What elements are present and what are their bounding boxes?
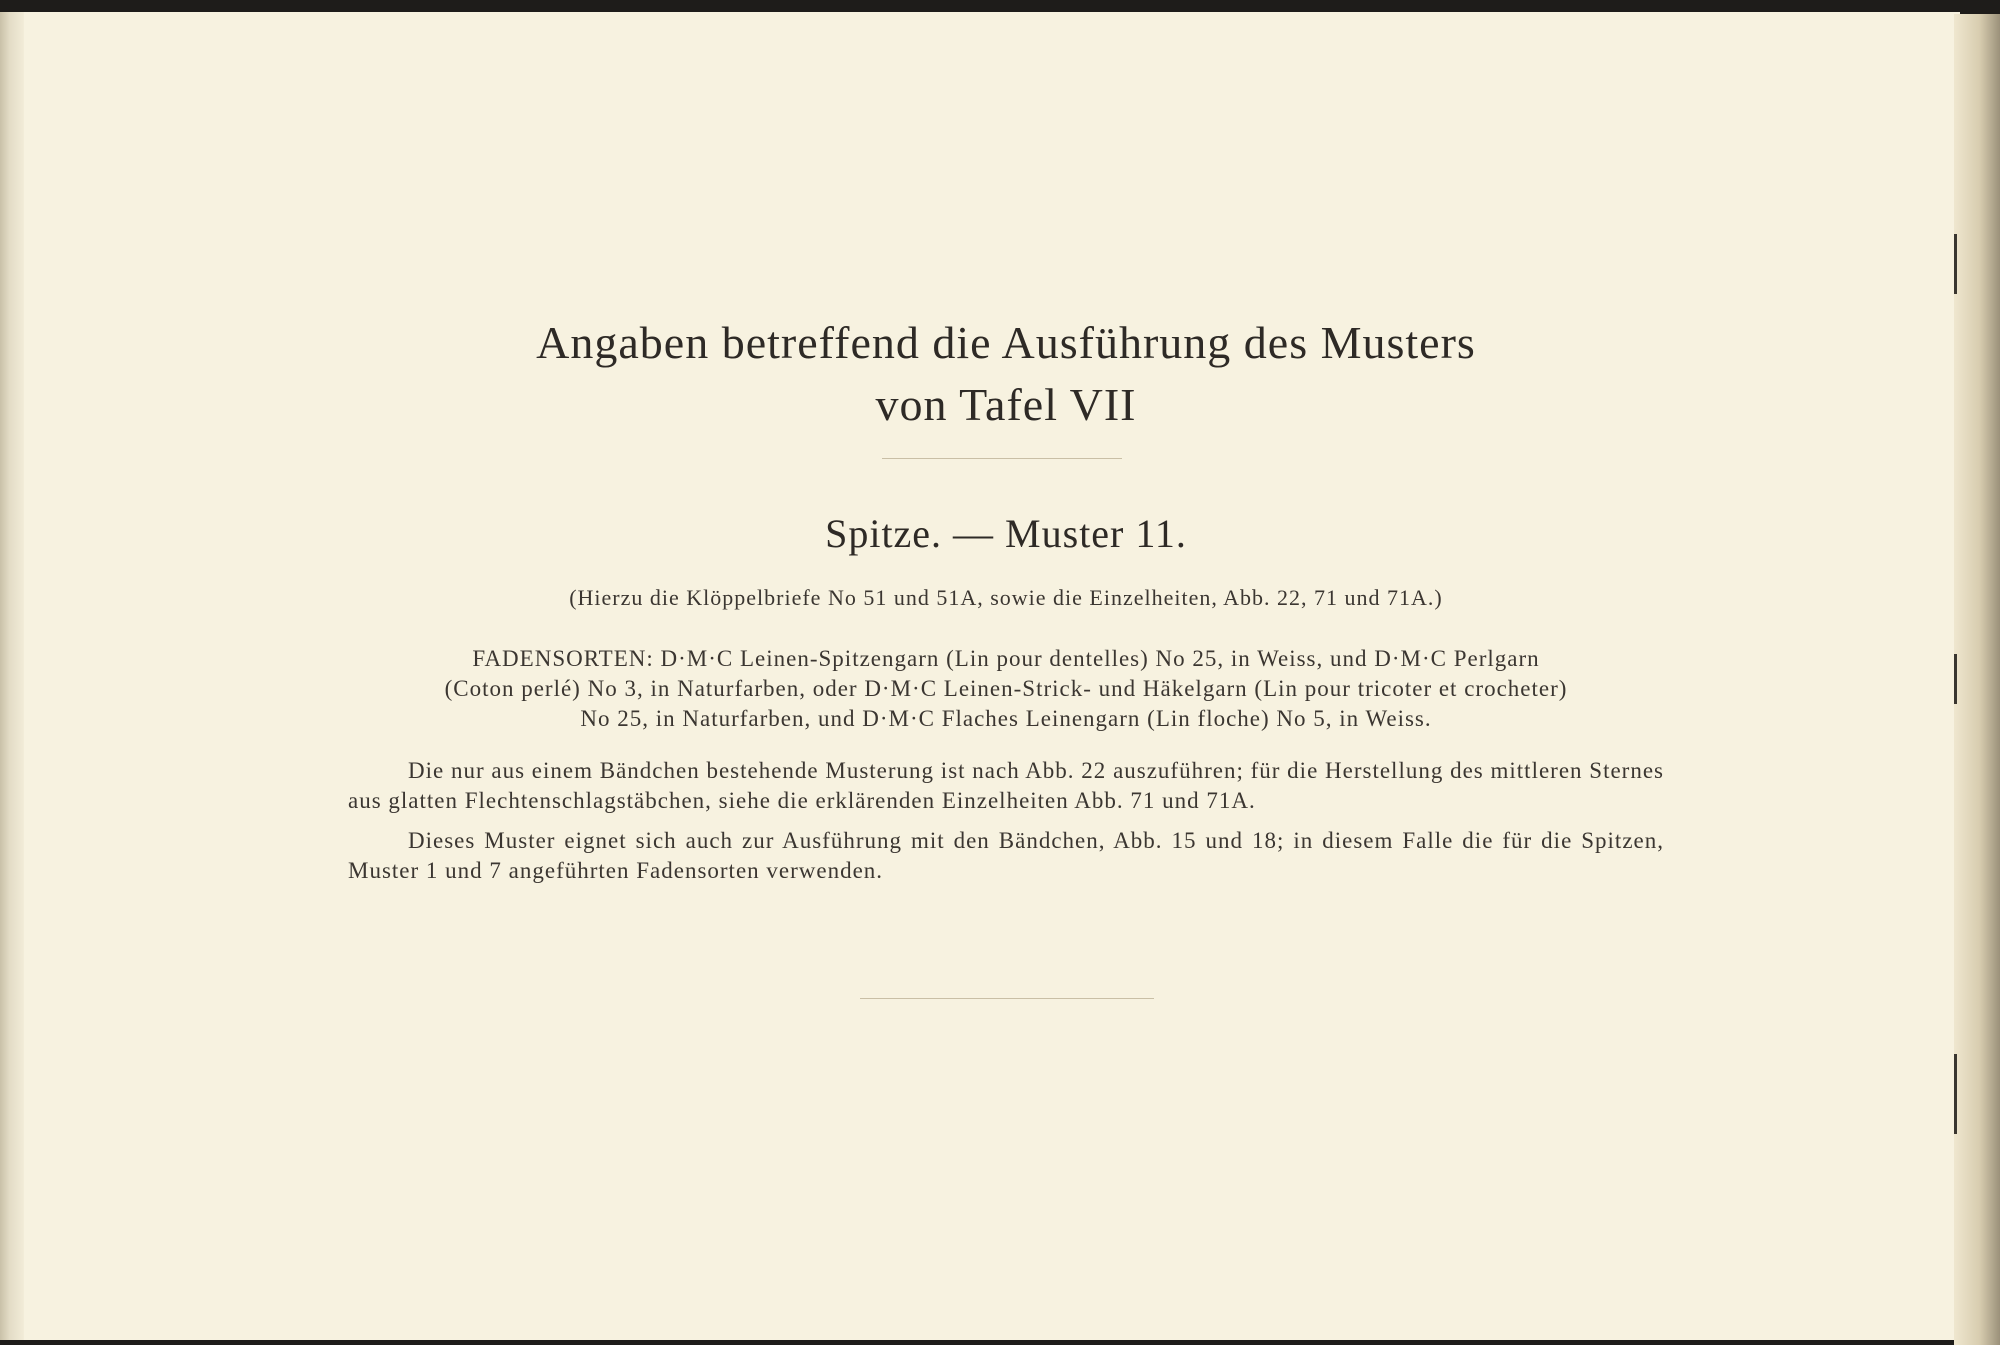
paragraph-2: Dieses Muster eignet sich auch zur Ausführung mit den Bändchen, Abb. 15 und 18; in diesem Falle die für die Spitzen, Muster 1 und 7 angeführten Fadensorten verwenden.: [348, 828, 1664, 883]
heading-line-1: Angaben betreffend die Ausführung des Musters: [536, 317, 1476, 368]
page-edge-mark: [1954, 1054, 1957, 1134]
divider-top: [882, 458, 1122, 459]
page-edge-mark: [1954, 234, 1957, 294]
page-edge-mark: [1954, 654, 1957, 704]
heading-line-2: von Tafel VII: [875, 379, 1137, 430]
divider-bottom: [860, 998, 1154, 999]
page-heading: [348, 312, 1664, 436]
section-title: Spitze. — Muster 11.: [825, 511, 1187, 556]
reference-note: (Hierzu die Klöppelbriefe No 51 und 51A, sowie die Einzelheiten, Abb. 22, 71 und 71A.): [569, 585, 1443, 610]
thread-types: [348, 644, 1664, 734]
page-stack-right-edge: [1954, 14, 2000, 1345]
paragraph-1: Die nur aus einem Bändchen bestehende Musterung ist nach Abb. 22 auszuführen; für die Herstellung des mittleren Sternes aus glatten Flechtenschlagstäbchen, siehe die erklärenden Einzelheiten Abb. 71 und 71A.: [348, 758, 1664, 813]
thread-types-line-1: FADENSORTEN: D·M·C Leinen-Spitzengarn (Lin pour dentelles) No 25, in Weiss, und D·M·C Perlgarn: [472, 646, 1540, 671]
page-stack-left-edge: [0, 12, 24, 1340]
thread-types-line-2: (Coton perlé) No 3, in Naturfarben, oder D·M·C Leinen-Strick- und Häkelgarn (Lin pour tricoter et crocheter): [444, 676, 1568, 701]
thread-types-line-3: No 25, in Naturfarben, und D·M·C Flaches Leinengarn (Lin floche) No 5, in Weiss.: [580, 706, 1432, 731]
